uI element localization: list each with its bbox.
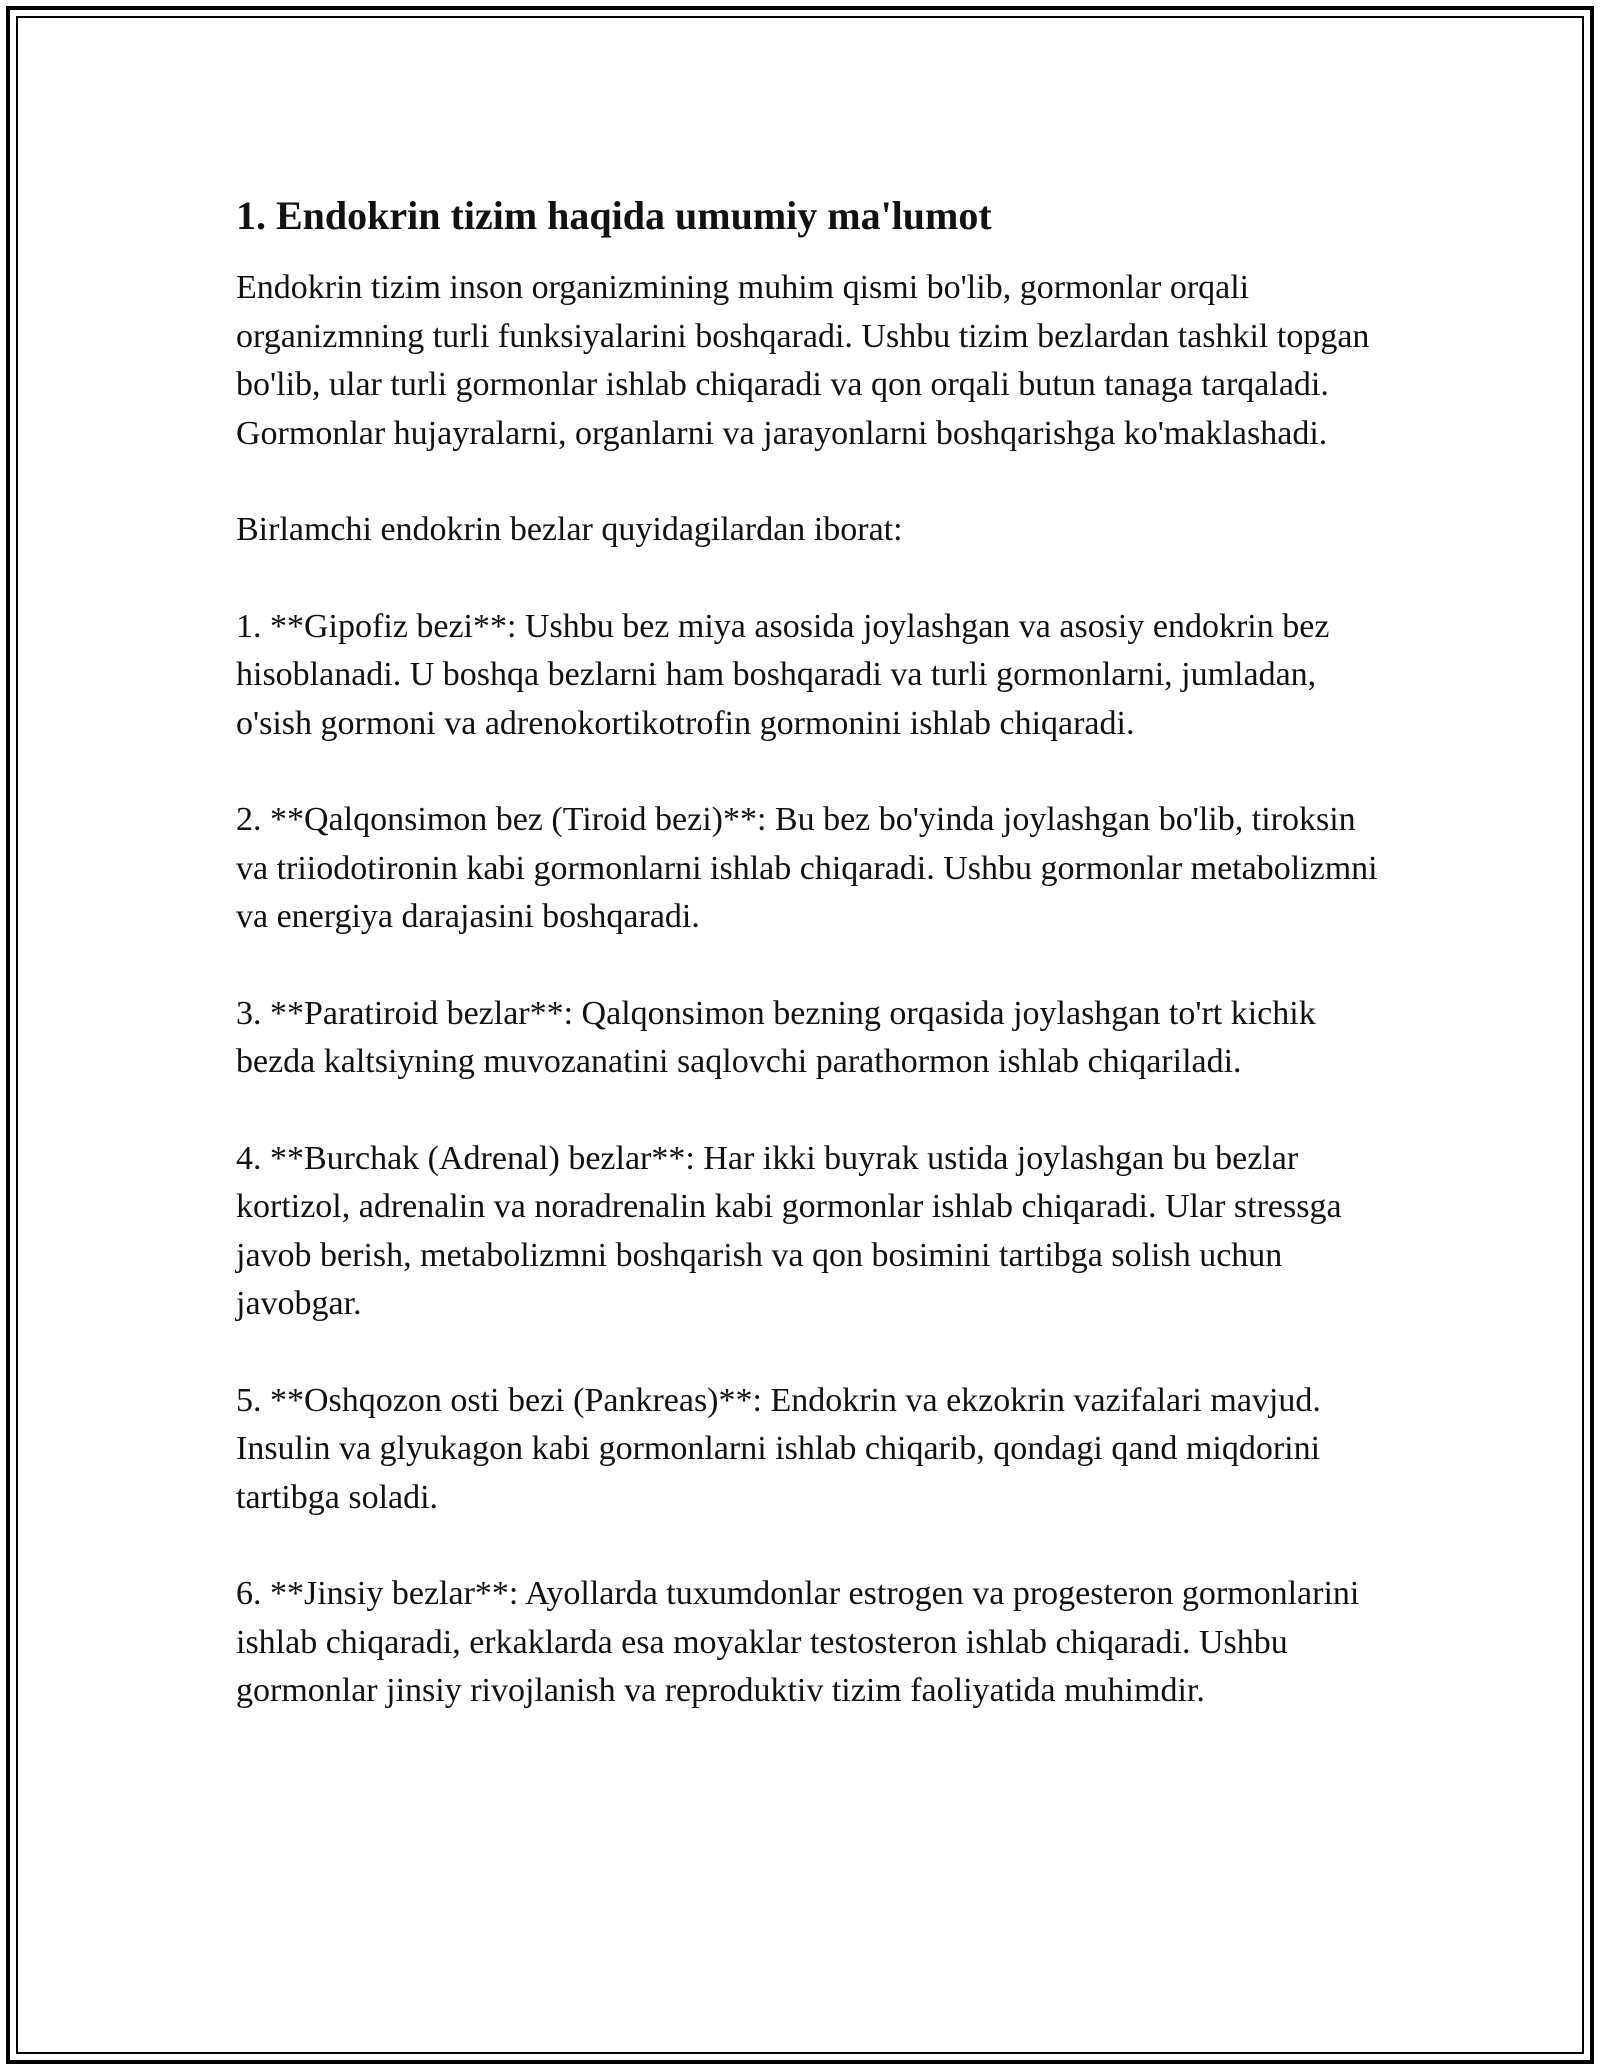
gland-item-thyroid: 2. **Qalqonsimon bez (Tiroid bezi)**: Bu bez bo'yinda joylashgan bo'lib, tiroksin va triiodotironin kabi gormonlarni ishlab chiqaradi. Ushbu gormonlar metabolizmni va energiya darajasini boshqaradi. bbox=[236, 801, 1378, 935]
gland-item-gonads: 6. **Jinsiy bezlar**: Ayollarda tuxumdonlar estrogen va progesteron gormonlarini ishlab chiqaradi, erkaklarda esa moyaklar testosteron ishlab chiqaradi. Ushbu gormonlar jinsiy rivojlanish va reproduktiv tizim faoliyatida muhimdir. bbox=[236, 1575, 1360, 1709]
section-heading: 1. Endokrin tizim haqida umumiy ma'lumot bbox=[236, 193, 992, 238]
gland-item-adrenal: 4. **Burchak (Adrenal) bezlar**: Har ikki buyrak ustida joylashgan bu bezlar kortizol, adrenalin va noradrenalin kabi gormonlar ishlab chiqaradi. Ular stressga javob berish, metabolizmni boshqarish va qon bosimini tartibga solish uchun javobgar. bbox=[236, 1139, 1342, 1322]
gland-item-parathyroid: 3. **Paratiroid bezlar**: Qalqonsimon bezning orqasida joylashgan to'rt kichik bezda kaltsiyning muvozanatini saqlovchi parathormon ishlab chiqariladi. bbox=[236, 994, 1316, 1080]
intro-paragraph: Endokrin tizim inson organizmining muhim qismi bo'lib, gormonlar orqali organizmning turli funksiyalarini boshqaradi. Ushbu tizim bezlardan tashkil topgan bo'lib, ular turli gormonlar ishlab chiqaradi va qon orqali butun tanaga tarqaladi. Gormonlar hujayralarni, organlarni va jarayonlarni boshqarishga ko'maklashadi. bbox=[236, 269, 1370, 452]
list-intro-paragraph: Birlamchi endokrin bezlar quyidagilardan iborat: bbox=[236, 511, 903, 548]
document-body bbox=[236, 190, 1386, 1764]
gland-item-pancreas: 5. **Oshqozon osti bezi (Pankreas)**: Endokrin va ekzokrin vazifalari mavjud. Insulin va glyukagon kabi gormonlarni ishlab chiqarib, qondagi qand miqdorini tartibga soladi. bbox=[236, 1381, 1321, 1516]
gland-item-pituitary: 1. **Gipofiz bezi**: Ushbu bez miya asosida joylashgan va asosiy endokrin bez hisoblanadi. U boshqa bezlarni ham boshqaradi va turli gormonlarni, jumladan, o'sish gormoni va adrenokortikotrofin gormonini ishlab chiqaradi. bbox=[236, 607, 1330, 742]
